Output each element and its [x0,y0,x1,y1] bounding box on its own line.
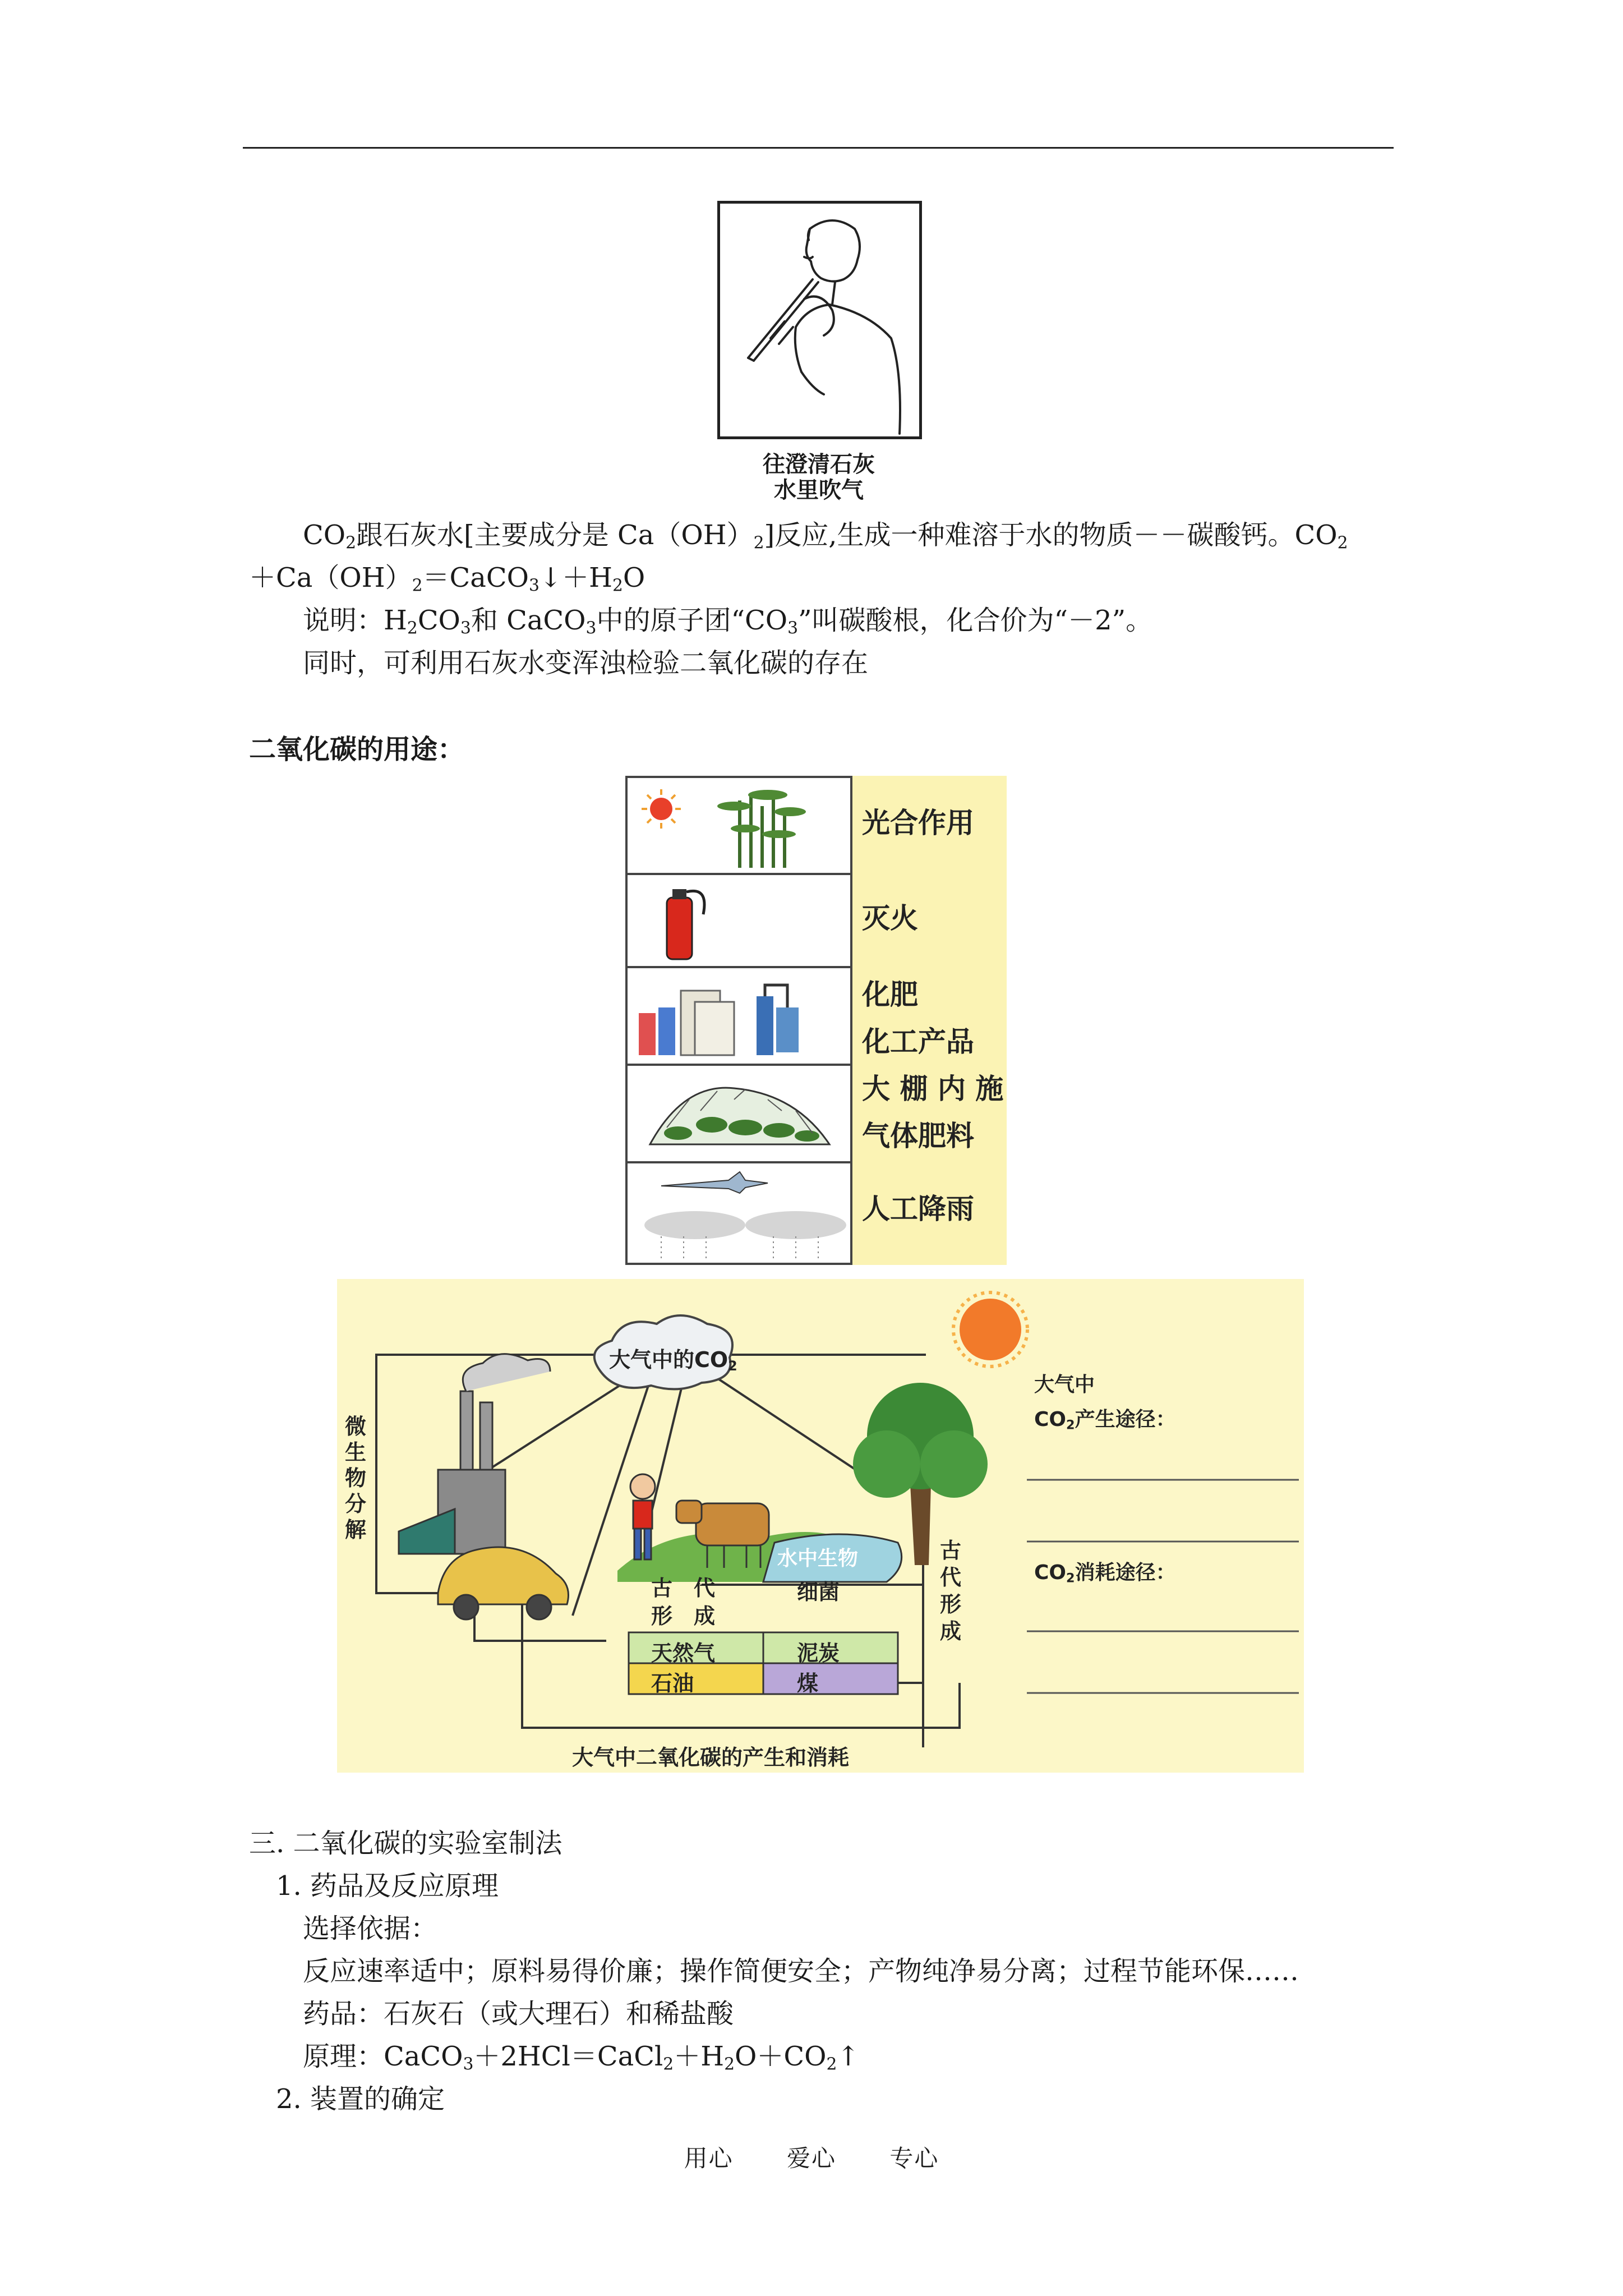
section3-reagent: 药品：石灰石（或大理石）和稀盐酸 [303,1998,734,2030]
uses-image-column [625,776,852,1265]
section3-basis-label: 选择依据： [303,1913,438,1944]
factory-icon [399,1354,550,1554]
para-equation: $+Ca(OH)_2=CaCO_3↓+H_2O$ [249,562,645,596]
heading-co2-uses: 二氧化碳的用途： [249,734,465,765]
produce-title-line2: $CO_2$产生途径： [1034,1408,1176,1433]
uses-label-fertilizer: 化肥 [862,978,918,1011]
section3-item2: 2. 装置的确定 [276,2083,445,2115]
ancient-label: 古 代 [651,1576,716,1600]
formation-label: 形 成 [651,1604,716,1628]
figure-carbon-cycle [337,1279,1304,1773]
uses-label-chemical-products: 化工产品 [862,1025,974,1058]
sun-and-bamboo-icon [628,778,852,873]
para-co2-limewater: $CO_2$跟石灰水[主要成分是 $Ca(OH)_2$]反应,生成一种难溶于水的物质－－碳酸钙。$CO_2$ [303,519,1348,553]
fossil-coal: 煤 [797,1671,819,1696]
water-label: 水中生物 [777,1547,859,1570]
person-blowing-through-straw-icon [720,204,919,436]
uses-row-fertilizer [628,968,855,1066]
section3-item1: 1. 药品及反应原理 [276,1870,499,1902]
uses-row-rain [628,1163,855,1267]
right-label-ancient-formation: 古代形成 [940,1538,962,1644]
page-footer [0,2140,1623,2174]
para-carbonate-note: 说明：$H_2CO_3$和 CaCO$_3$中的原子团“$CO_3$”叫碳酸根，化合价为“－2”。 [303,605,1153,638]
produce-title-line1: 大气中 [1034,1373,1095,1396]
figure1-caption-line2: 水里吹气 [774,477,864,503]
sun-icon [953,1292,1027,1366]
boy-icon [630,1474,655,1559]
uses-label-gas-fertilizer: 气体肥料 [862,1120,974,1152]
carbon-cycle-diagram [337,1279,1304,1773]
uses-label-greenhouse: 大 棚 内 施 [862,1073,1004,1105]
greenhouse-icon [628,1066,852,1161]
section3-title: 三. 二氧化碳的实验室制法 [249,1828,562,1859]
fertilizer-bags-icon [628,968,852,1064]
airplane-cloud-icon [628,1163,852,1264]
consume-title: $CO_2$消耗途径： [1034,1561,1176,1586]
cloud-label: 大气中的$CO_2$ [609,1347,737,1374]
uses-label-artificial-rain: 人工降雨 [862,1193,974,1225]
para-limewater-test: 同时，可利用石灰水变浑浊检验二氧化碳的存在 [303,647,869,679]
figure-blowing-limewater [717,201,922,439]
header-rule [243,147,1394,149]
cycle-caption: 大气中二氧化碳的产生和消耗 [572,1745,850,1770]
car-icon [438,1547,569,1619]
fossil-natural-gas: 天然气 [651,1641,716,1665]
bacteria-label: 细菌 [797,1580,840,1604]
fire-extinguisher-icon [628,875,852,965]
uses-row-photosynthesis [628,778,855,875]
uses-label-extinguish: 灭火 [862,902,918,935]
fossil-peat: 泥炭 [797,1641,840,1665]
uses-row-extinguish [628,875,855,968]
section3-principle: 原理：$CaCO_3+2HCl=CaCl_2+H_2O+CO_2↑$ [303,2041,860,2074]
footer-word-2: 爱心 [786,2145,836,2172]
footer-word-3: 专心 [889,2145,939,2172]
section3-basis-text: 反应速率适中；原料易得价廉；操作简便安全；产物纯净易分离；过程节能环保…… [303,1955,1299,1987]
fossil-oil: 石油 [651,1671,694,1696]
figure1-caption-line1: 往澄清石灰 [763,452,875,477]
footer-word-1: 用心 [684,2145,734,2172]
uses-label-photosynthesis: 光合作用 [862,807,974,839]
figure-co2-uses [625,776,1007,1265]
uses-row-greenhouse [628,1066,855,1163]
left-label-decomposition: 微生物分解 [345,1414,367,1542]
